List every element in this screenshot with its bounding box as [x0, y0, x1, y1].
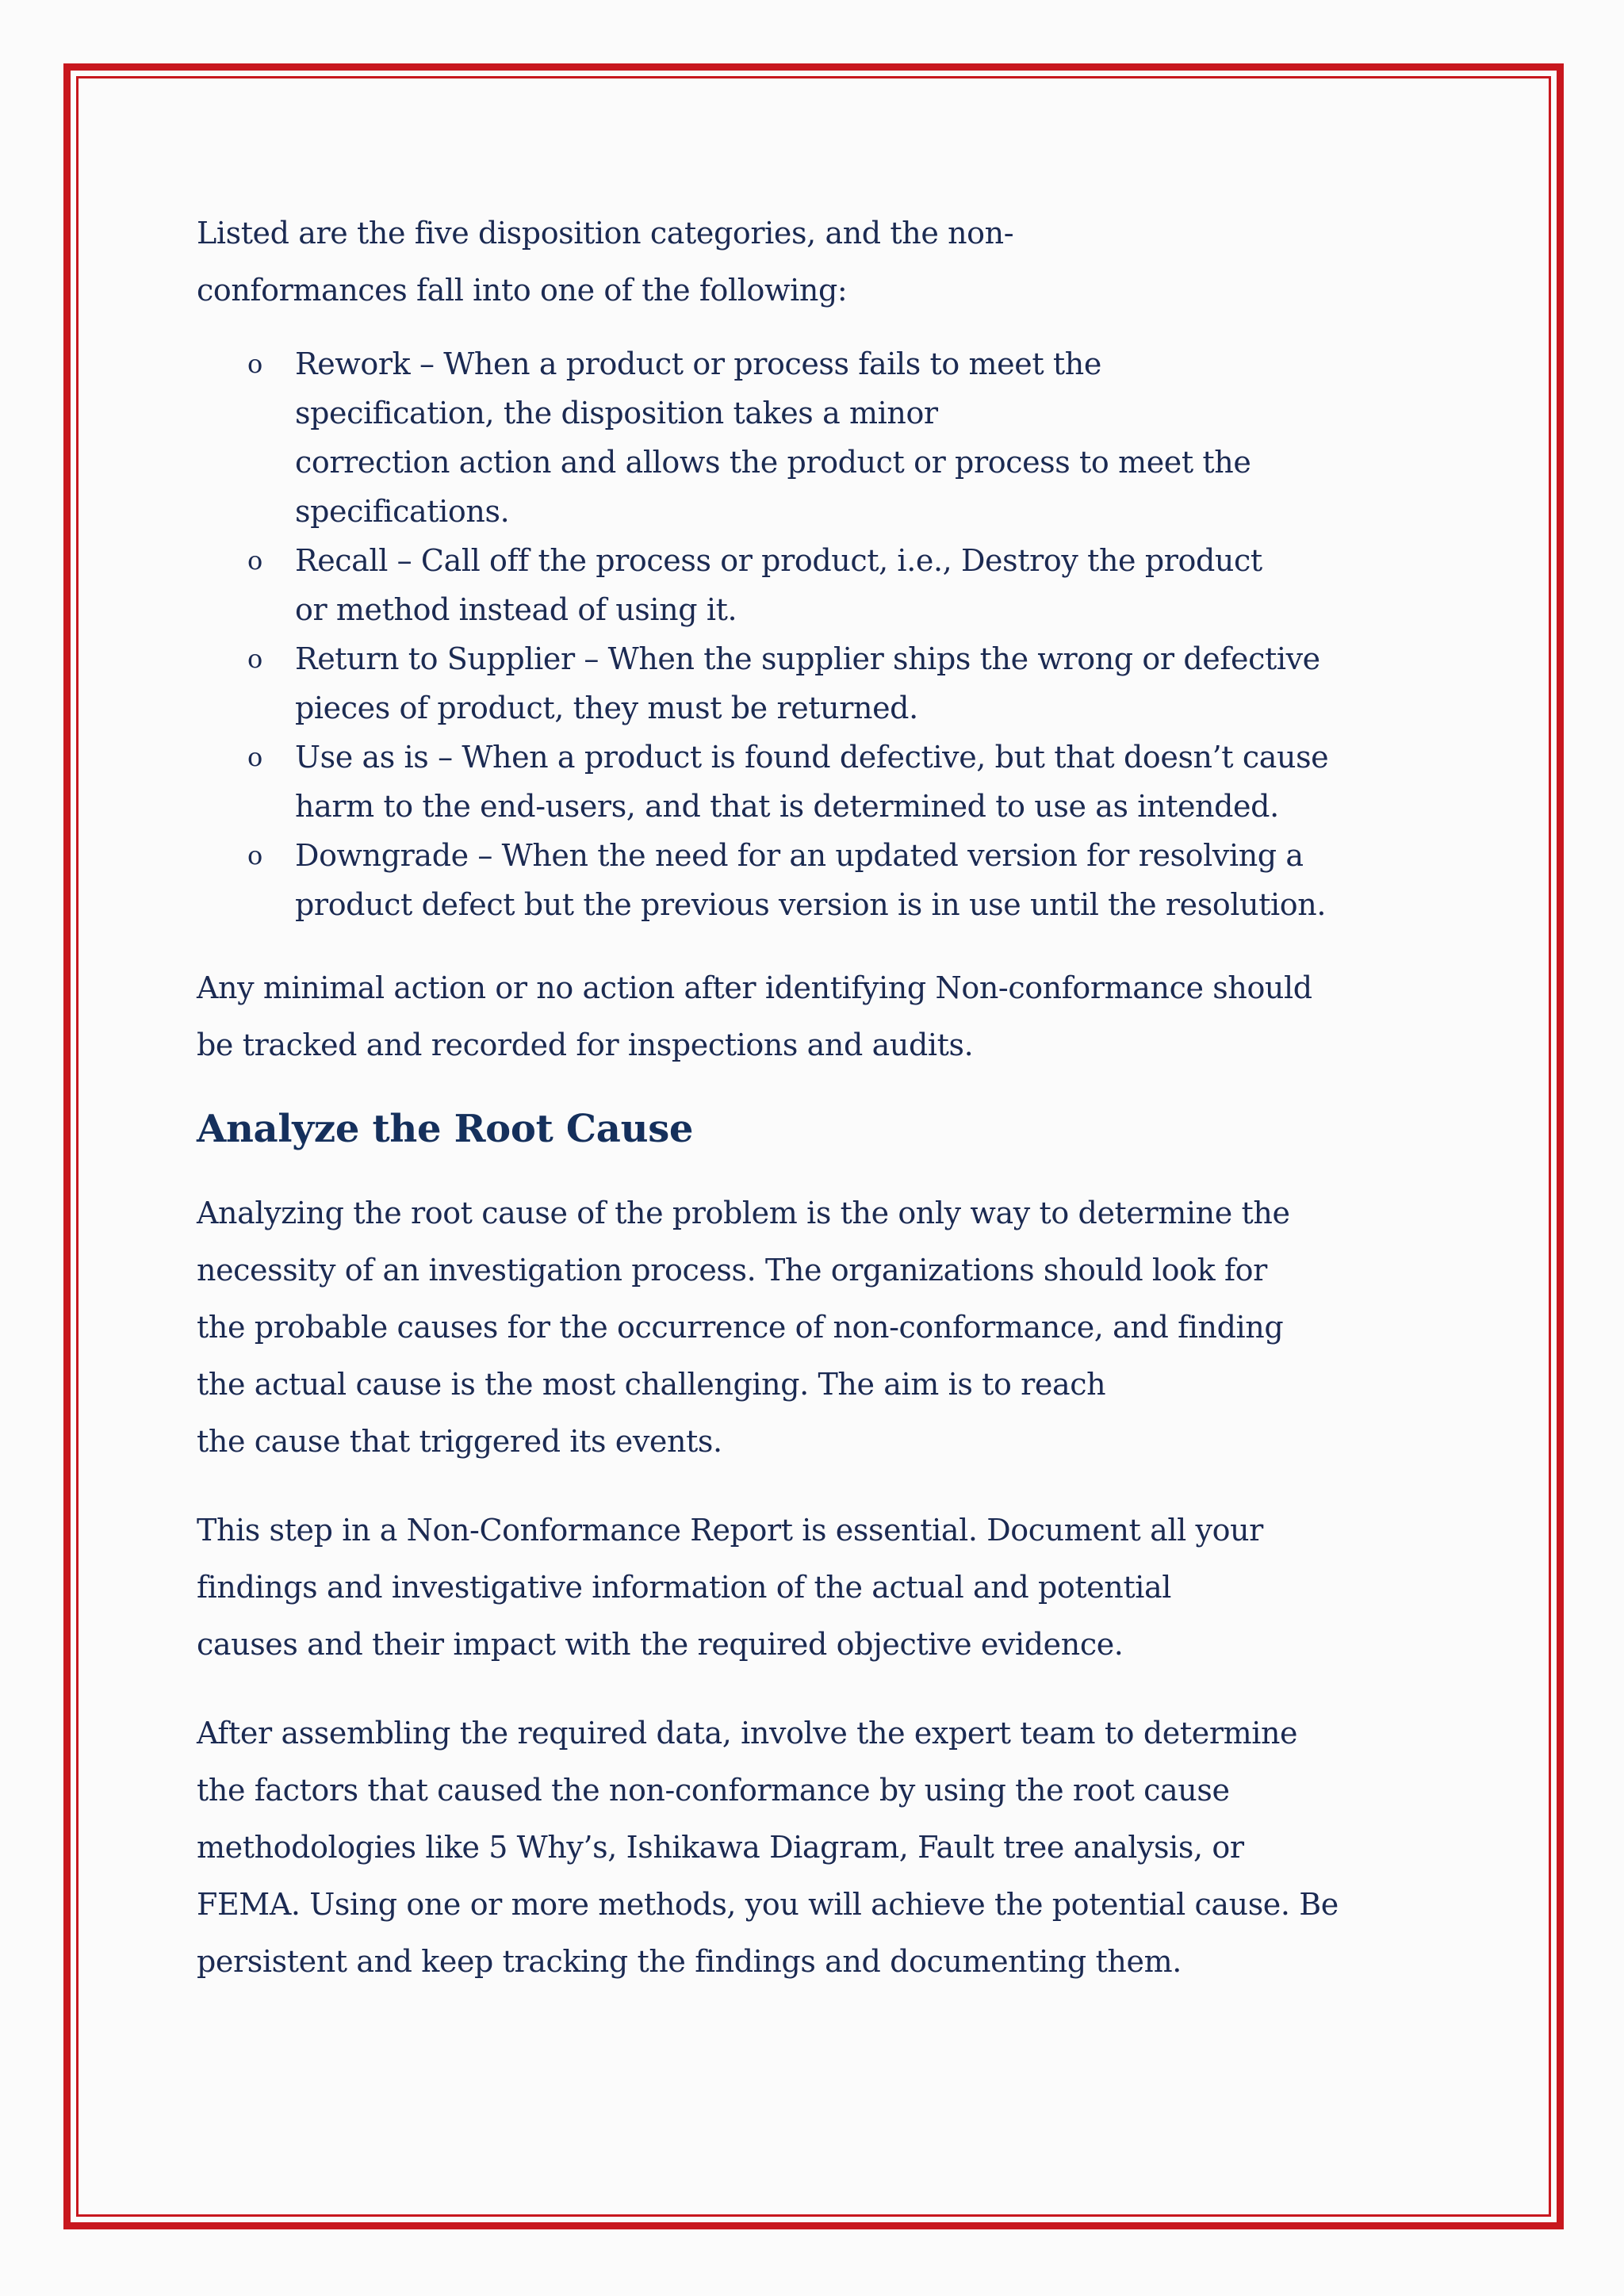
list-item-line: Return to Supplier – When the supplier ships the wrong or defective [295, 641, 1320, 676]
list-item-recall [247, 536, 1442, 634]
paragraph-line: Any minimal action or no action after identifying Non-conformance should [197, 970, 1312, 1005]
paragraph-line: the actual cause is the most challenging. The aim is to reach [197, 1367, 1106, 1402]
bullet-icon: o [247, 644, 262, 674]
paragraph-line: causes and their impact with the required objective evidence. [197, 1627, 1124, 1662]
intro-line: conformances fall into one of the following: [197, 273, 848, 308]
list-item-line: Recall – Call off the process or product, i.e., Destroy the product [295, 543, 1262, 578]
paragraph-line: findings and investigative information of the actual and potential [197, 1570, 1172, 1605]
list-item-line: or method instead of using it. [295, 592, 737, 627]
list-item-line: specification, the disposition takes a minor [295, 396, 938, 430]
root-cause-paragraph-3 [197, 1705, 1442, 1990]
list-item-line: Downgrade – When the need for an updated version for resolving a [295, 838, 1304, 873]
paragraph-line: the probable causes for the occurrence of non-conformance, and finding [197, 1310, 1284, 1345]
paragraph-line: the cause that triggered its events. [197, 1424, 722, 1459]
paragraph-line: After assembling the required data, involve the expert team to determine [197, 1716, 1298, 1751]
list-item-line: pieces of product, they must be returned. [295, 691, 918, 725]
list-item-line: correction action and allows the product or process to meet the [295, 445, 1251, 480]
list-item-line: specifications. [295, 494, 510, 529]
list-item-line: harm to the end-users, and that is determined to use as intended. [295, 789, 1279, 824]
paragraph-line: FEMA. Using one or more methods, you will achieve the potential cause. Be [197, 1887, 1339, 1922]
bullet-icon: o [247, 545, 262, 576]
root-cause-paragraph-2 [197, 1502, 1442, 1673]
list-item-line: Use as is – When a product is found defective, but that doesn’t cause [295, 740, 1329, 775]
section-heading: Analyze the Root Cause [197, 1107, 694, 1151]
disposition-list [197, 339, 1442, 929]
list-item-downgrade [247, 831, 1442, 929]
paragraph-line: necessity of an investigation process. The organizations should look for [197, 1253, 1267, 1288]
bullet-icon: o [247, 840, 262, 871]
paragraph-line: methodologies like 5 Why’s, Ishikawa Diagram, Fault tree analysis, or [197, 1830, 1244, 1865]
paragraph-line: persistent and keep tracking the findings and documenting them. [197, 1944, 1182, 1979]
list-item-use-as-is [247, 733, 1442, 831]
list-item-line: Rework – When a product or process fails to meet the [295, 346, 1101, 381]
tracking-paragraph [197, 959, 1442, 1073]
paragraph-line: This step in a Non-Conformance Report is essential. Document all your [197, 1513, 1263, 1548]
paragraph-line: Analyzing the root cause of the problem is the only way to determine the [197, 1196, 1290, 1230]
bullet-icon: o [247, 349, 262, 379]
paragraph-line: be tracked and recorded for inspections and audits. [197, 1027, 974, 1062]
intro-line: Listed are the five disposition categories, and the non- [197, 216, 1014, 251]
list-item-return-to-supplier [247, 634, 1442, 733]
page-content [197, 205, 1442, 1990]
root-cause-paragraph-1 [197, 1184, 1442, 1470]
paragraph-line: the factors that caused the non-conformance by using the root cause [197, 1773, 1230, 1808]
list-item-rework [247, 339, 1442, 536]
list-item-line: product defect but the previous version is in use until the resolution. [295, 887, 1327, 922]
bullet-icon: o [247, 742, 262, 772]
intro-paragraph [197, 205, 1442, 319]
